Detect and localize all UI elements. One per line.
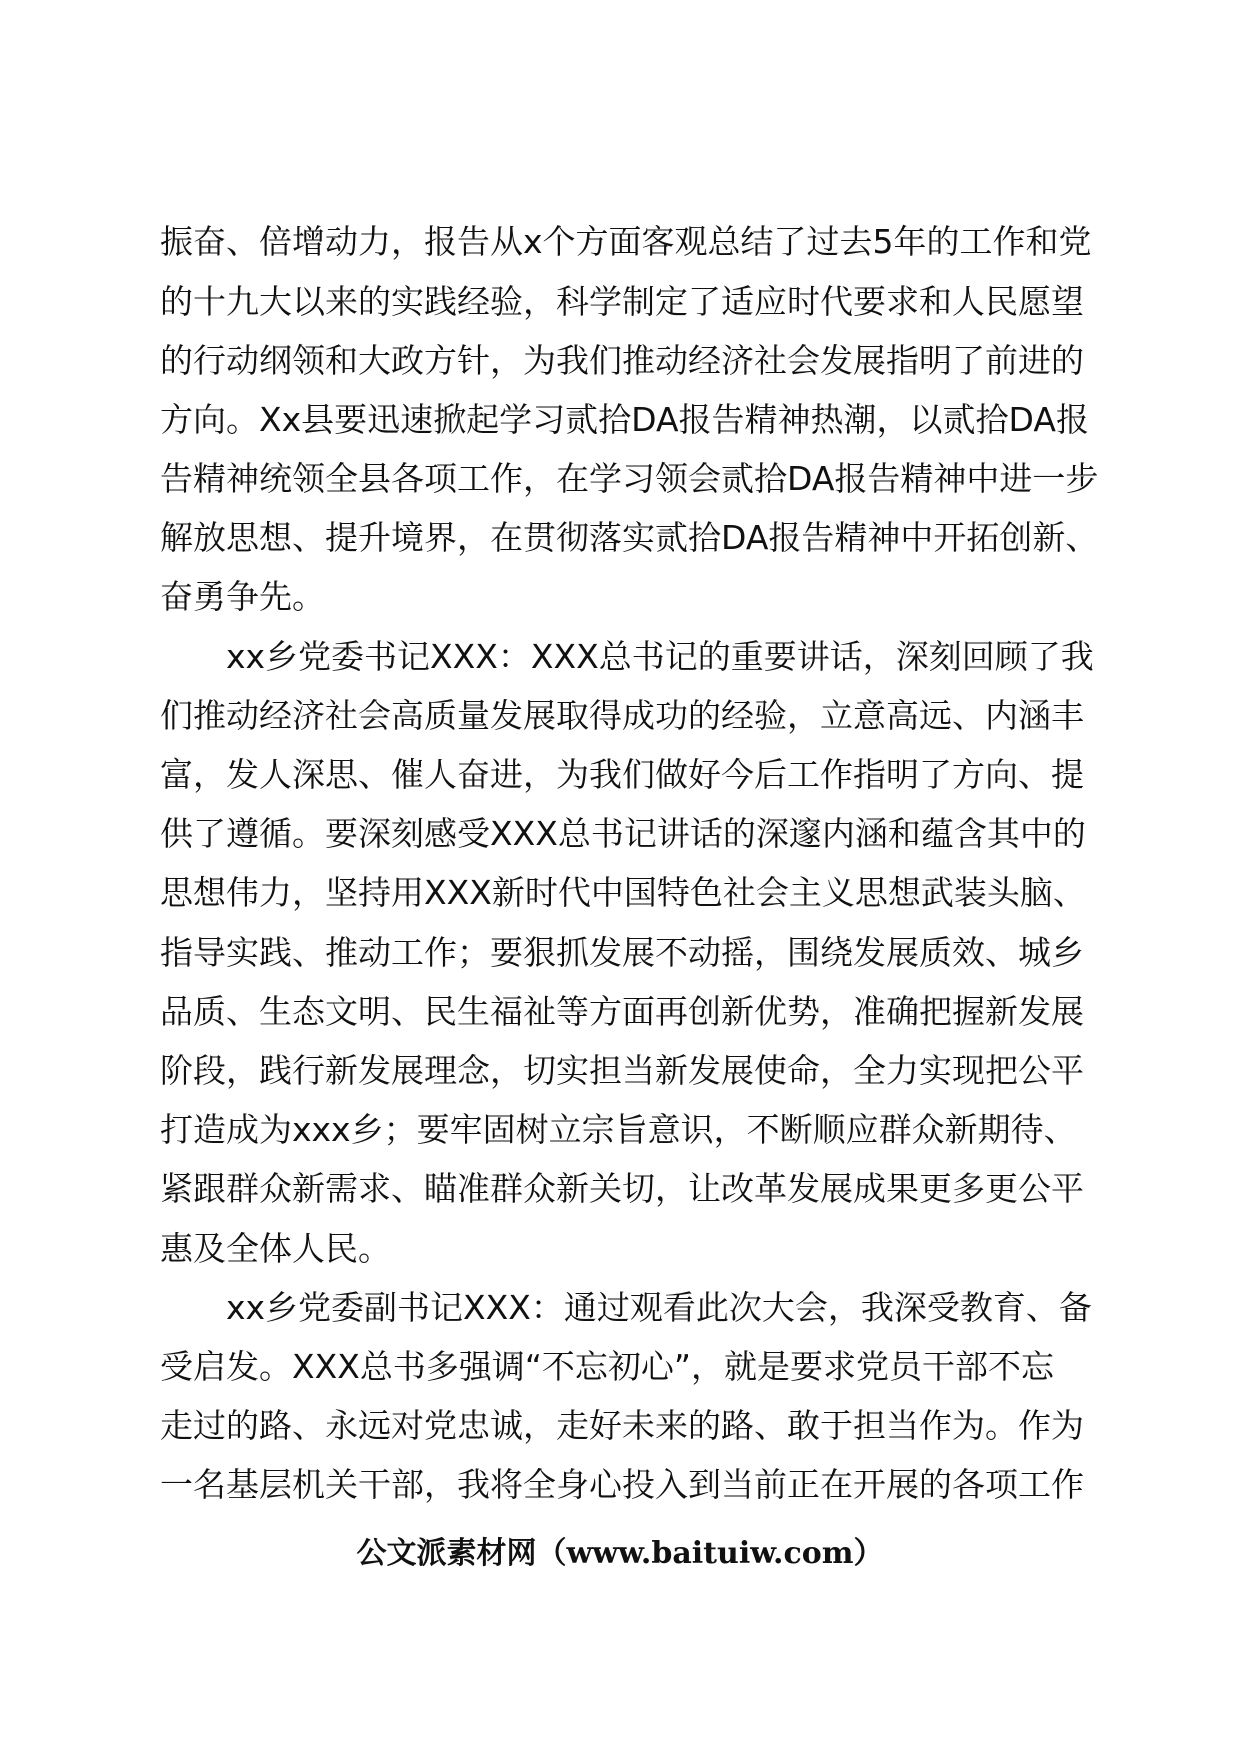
paragraph-start-line: xx乡党委书记XXX：XXX总书记的重要讲话，深刻回顾了我 <box>226 637 1094 676</box>
text-line: 指导实践、推动工作；要狠抓发展不动摇，围绕发展质效、城乡 <box>160 933 1084 972</box>
text-line: 告精神统领全县各项工作，在学习领会贰拾DA报告精神中进一步 <box>160 459 1099 498</box>
paragraph-start-line: xx乡党委副书记XXX：通过观看此次大会，我深受教育、备 <box>226 1288 1092 1327</box>
text-line: 品质、生态文明、民生福祉等方面再创新优势，准确把握新发展 <box>160 992 1084 1031</box>
text-line: 惠及全体人民。 <box>160 1229 391 1268</box>
text-line: 们推动经济社会高质量发展取得成功的经验，立意高远、内涵丰 <box>160 696 1084 735</box>
text-line: 供了遵循。要深刻感受XXX总书记讲话的深邃内涵和蕴含其中的 <box>160 814 1086 853</box>
text-line: 紧跟群众新需求、瞄准群众新关切，让改革发展成果更多更公平 <box>160 1169 1084 1208</box>
text-line: 的行动纲领和大政方针，为我们推动经济社会发展指明了前进的 <box>160 341 1084 380</box>
text-line: 方向。Xx县要迅速掀起学习贰拾DA报告精神热潮，以贰拾DA报 <box>160 400 1089 439</box>
text-line: 振奋、倍增动力，报告从x个方面客观总结了过去5年的工作和党 <box>160 222 1092 261</box>
text-line: 受启发。XXX总书多强调“不忘初心”，就是要求党员干部不忘 <box>160 1347 1055 1386</box>
text-line: 思想伟力，坚持用XXX新时代中国特色社会主义思想武装头脑、 <box>160 873 1086 912</box>
text-line: 的十九大以来的实践经验，科学制定了适应时代要求和人民愿望 <box>160 282 1084 321</box>
text-line: 一名基层机关干部，我将全身心投入到当前正在开展的各项工作 <box>160 1465 1084 1504</box>
text-line: 解放思想、提升境界，在贯彻落实贰拾DA报告精神中开拓创新、 <box>160 518 1099 557</box>
text-line: 阶段，践行新发展理念，切实担当新发展使命，全力实现把公平 <box>160 1051 1084 1090</box>
text-line: 富，发人深思、催人奋进，为我们做好今后工作指明了方向、提 <box>160 755 1084 794</box>
text-line: 走过的路、永远对党忠诚，走好未来的路、敢于担当作为。作为 <box>160 1406 1084 1445</box>
watermark-footer: 公文派素材网（www.baituiw.com） <box>356 1536 884 1571</box>
text-line: 打造成为xxx乡；要牢固树立宗旨意识，不断顺应群众新期待、 <box>160 1110 1077 1149</box>
text-line: 奋勇争先。 <box>160 577 325 616</box>
